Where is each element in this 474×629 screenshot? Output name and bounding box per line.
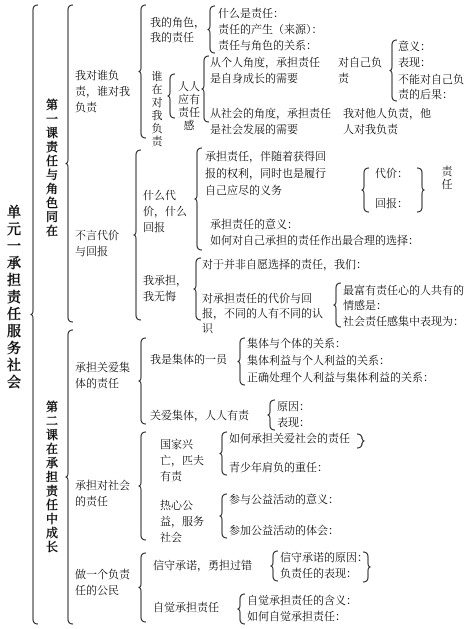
brace-nation-how-tail bbox=[357, 434, 365, 448]
promise-item-reason: 信守承诺的原因： bbox=[280, 551, 368, 564]
brace-cost bbox=[195, 148, 203, 250]
brace-lesson2 bbox=[66, 330, 74, 624]
conscious-label: 自觉承担责任 bbox=[153, 601, 219, 614]
care-item-reason: 原因： bbox=[277, 400, 310, 413]
brace-public bbox=[220, 494, 228, 538]
regret-unwilling: 对于并非自愿选择的责任，我们： bbox=[202, 258, 367, 271]
brace-section-c bbox=[139, 338, 147, 424]
brace-section-d bbox=[139, 432, 147, 540]
role-item-what: 什么是责任： bbox=[218, 7, 284, 20]
brace-duty bbox=[168, 74, 176, 118]
who-responsible-label: 谁在对我负责 bbox=[151, 70, 163, 148]
regret-model: 最富有责任心的人共有的情感是： bbox=[343, 284, 464, 312]
nation-item-youth: 青少年肩负的重任： bbox=[229, 461, 328, 474]
self-node: 对自己负责 bbox=[338, 56, 382, 85]
section-citizen: 做一个负责任的公民 bbox=[75, 568, 130, 597]
lesson2-title: 第二课 在承担责任中成长 bbox=[45, 400, 58, 554]
regret-social: 社会责任感集中表现为： bbox=[343, 315, 464, 328]
brace-model bbox=[334, 283, 342, 327]
brace-role bbox=[208, 6, 216, 53]
cost-label: 什么代价，什么回报 bbox=[143, 189, 187, 234]
brace-self bbox=[390, 40, 398, 101]
brace-section-e bbox=[139, 553, 147, 622]
cost-meaning: 承担责任的意义： bbox=[210, 218, 298, 231]
self-angle: 从个人角度，承担责任是自身成长的需要 bbox=[210, 56, 320, 85]
section-who-responsible: 我对谁负责，谁对我负责 bbox=[75, 69, 130, 114]
member-item-interest: 集体利益与个人利益的关系： bbox=[247, 354, 390, 367]
conscious-item-meaning: 自觉承担责任的含义： bbox=[247, 594, 357, 607]
society-node: 我对他人负责，他人对我负责 bbox=[343, 107, 431, 136]
regret-attitude: 对承担责任的代价与回报，不同的人有不同的认识 bbox=[202, 292, 323, 335]
regret-label: 我承担，我无悔 bbox=[143, 274, 187, 303]
member-item-relation: 集体与个体的关系： bbox=[247, 337, 346, 350]
brace-section-a bbox=[139, 5, 147, 138]
cost-item: 代价： bbox=[375, 167, 408, 180]
cost-choice: 如何对自己承担的责任作出最合理的选择： bbox=[210, 234, 419, 247]
nation-label: 国家兴亡，匹夫有责 bbox=[160, 438, 204, 483]
brace-section-b bbox=[134, 150, 142, 320]
role-item-relation: 责任与角色的关系： bbox=[218, 39, 317, 52]
unit-title: 单元一 承担责任 服务社会 bbox=[7, 205, 21, 391]
duty-label: 人人应有责任感 bbox=[178, 80, 200, 132]
brace-nation bbox=[220, 432, 228, 475]
promise-item-behavior: 负责任的表现： bbox=[280, 567, 357, 580]
section-no-price: 不言代价与回报 bbox=[75, 229, 119, 258]
brace-care bbox=[268, 400, 276, 430]
cost-desc: 承担责任，伴随着获得回报的权利，同时也是履行自己应尽的义务 bbox=[205, 150, 326, 197]
role-item-source: 责任的产生（来源）： bbox=[218, 23, 323, 36]
brace-promise bbox=[271, 551, 279, 581]
self-item-consequence: 不能对自己负责的后果： bbox=[398, 73, 464, 101]
role-label: 我的角色，我的责任 bbox=[150, 16, 205, 44]
responsibility-side: 责任 bbox=[441, 165, 453, 191]
public-item-experience: 参加公益活动的体会： bbox=[229, 524, 339, 537]
member-item-handle: 正确处理个人利益与集体利益的关系： bbox=[247, 371, 434, 384]
member-label: 我是集体的一员 bbox=[150, 353, 227, 366]
brace-conscious bbox=[238, 594, 246, 624]
brace-angles bbox=[202, 56, 210, 122]
society-angle: 从社会的角度，承担责任是社会发展的需要 bbox=[210, 107, 331, 136]
lesson1-title: 第一课 责任与角色同在 bbox=[45, 98, 58, 238]
public-label: 热心公益，服务社会 bbox=[160, 499, 204, 544]
conscious-item-how: 如何自觉承担责任： bbox=[247, 610, 346, 623]
brace-unit bbox=[31, 5, 39, 624]
brace-cost-items bbox=[362, 168, 370, 212]
care-label: 关爱集体，人人有责 bbox=[150, 409, 249, 422]
brace-member bbox=[238, 338, 246, 385]
nation-item-how: 如何承担关爱社会的责任 bbox=[229, 432, 350, 445]
self-item-meaning: 意义： bbox=[398, 40, 431, 53]
public-item-meaning: 参与公益活动的意义： bbox=[229, 493, 339, 506]
brace-lesson1 bbox=[66, 5, 74, 322]
brace-regret bbox=[194, 258, 202, 320]
section-care-collective: 承担关爱集体的责任 bbox=[75, 361, 130, 390]
reward-item: 回报： bbox=[375, 197, 408, 210]
brace-side bbox=[417, 168, 425, 212]
promise-label: 信守承诺，勇担过错 bbox=[153, 559, 252, 572]
care-item-behavior: 表现： bbox=[277, 416, 310, 429]
self-item-behavior: 表现： bbox=[398, 56, 431, 69]
section-society: 承担对社会的责任 bbox=[75, 479, 130, 508]
